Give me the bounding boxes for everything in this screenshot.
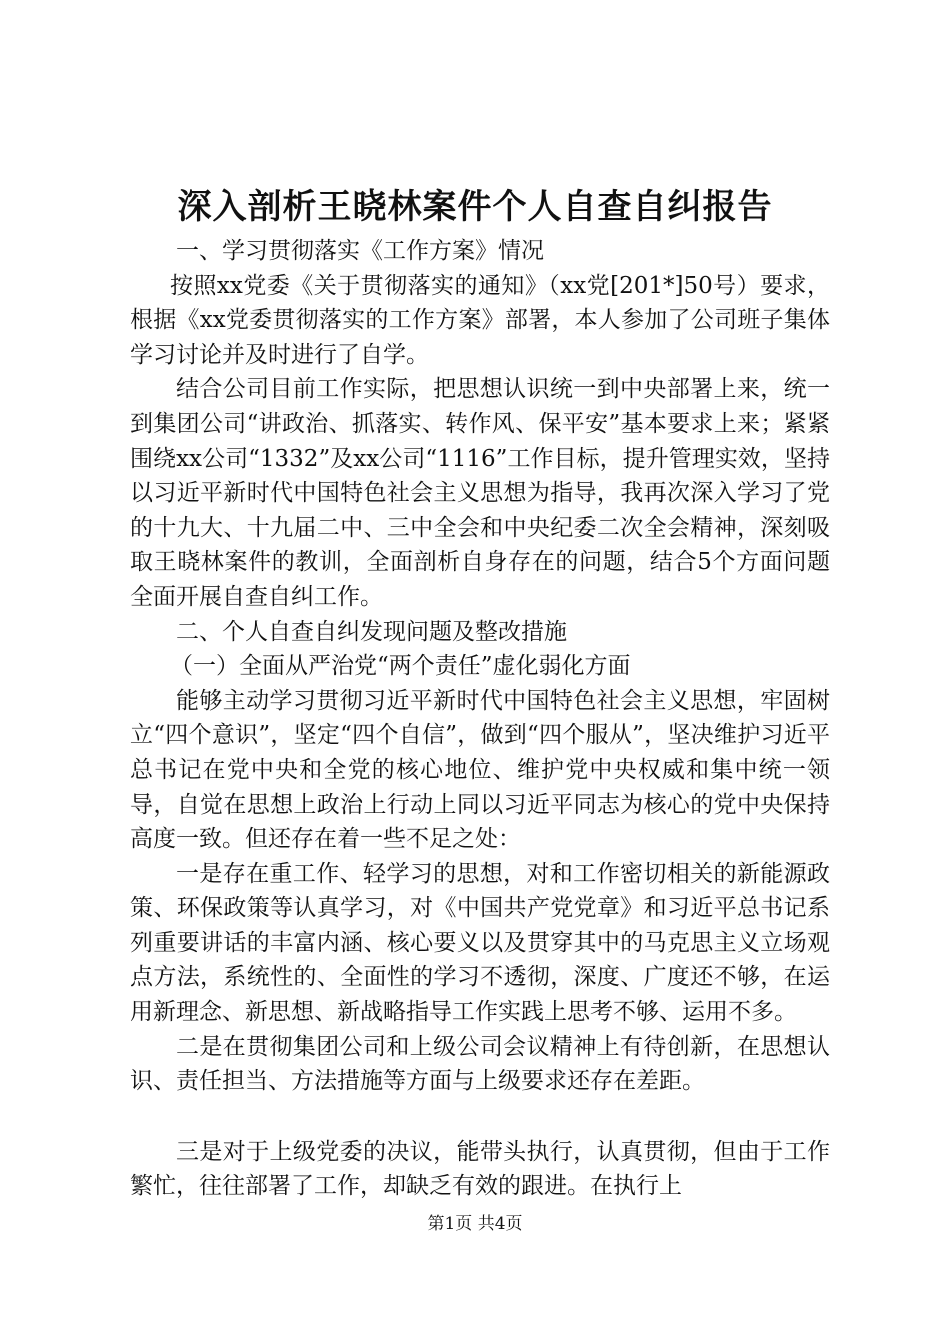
section-heading-1: 一、学习贯彻落实《工作方案》情况 xyxy=(176,238,544,264)
paragraph-context: 结合公司目前工作实际，把思想认识统一到中央部署上来，统一到集团公司“讲政治、抓落实、转作风、保平安”基本要求上来；紧紧围绕xx公司“1332”及xx公司“1116”工作目标，提升管理实效，坚持以习近平新时代中国特色社会主义思想为指导，我再次深入学习了党的十九大、十九届二中、三中全会和中央纪委二次全会精神，深刻吸取王晓林案件的教训，全面剖析自身存在的问题，结合5个方面问题全面开展自查自纠工作。 xyxy=(130,376,830,610)
document-body xyxy=(130,234,830,1204)
paragraph-issue-1: 一是存在重工作、轻学习的思想，对和工作密切相关的新能源政策、环保政策等认真学习，对《中国共产党党章》和习近平总书记系列重要讲话的丰富内涵、核心要义以及贯穿其中的马克思主义立场观点方法，系统性的、全面性的学习不透彻，深度、广度还不够，在运用新理念、新思想、新战略指导工作实践上思考不够、运用不多。 xyxy=(130,860,830,1026)
paragraph-self-assessment: 能够主动学习贯彻习近平新时代中国特色社会主义思想，牢固树立“四个意识”，坚定“四个自信”，做到“四个服从”，坚决维护习近平总书记在党中央和全党的核心地位、维护党中央权威和集中统一领导，自觉在思想上政治上行动上同以习近平同志为核心的党中央保持高度一致。但还存在着一些不足之处： xyxy=(130,687,830,853)
subsection-heading-1: （一）全面从严治党“两个责任”虚化弱化方面 xyxy=(170,653,631,680)
paragraph-issue-3: 三是对于上级党委的决议，能带头执行，认真贯彻，但由于工作繁忙，往往部署了工作，却缺乏有效的跟进。在执行上 xyxy=(130,1138,830,1200)
paragraph-issue-2: 二是在贯彻集团公司和上级公司会议精神上有待创新，在思想认识、责任担当、方法措施等方面与上级要求还存在差距。 xyxy=(130,1033,830,1095)
paragraph-notice: 按照xx党委《关于贯彻落实的通知》（xx党[201*]50号）要求，根据《xx党委贯彻落实的工作方案》部署，本人参加了公司班子集体学习讨论并及时进行了自学。 xyxy=(130,272,830,368)
section-heading-2: 二、个人自查自纠发现问题及整改措施 xyxy=(176,618,567,645)
blank-line xyxy=(130,1099,830,1135)
document-title: 深入剖析王晓林案件个人自查自纠报告 xyxy=(177,187,773,227)
page-number: 第1页 共4页 xyxy=(427,1214,523,1234)
